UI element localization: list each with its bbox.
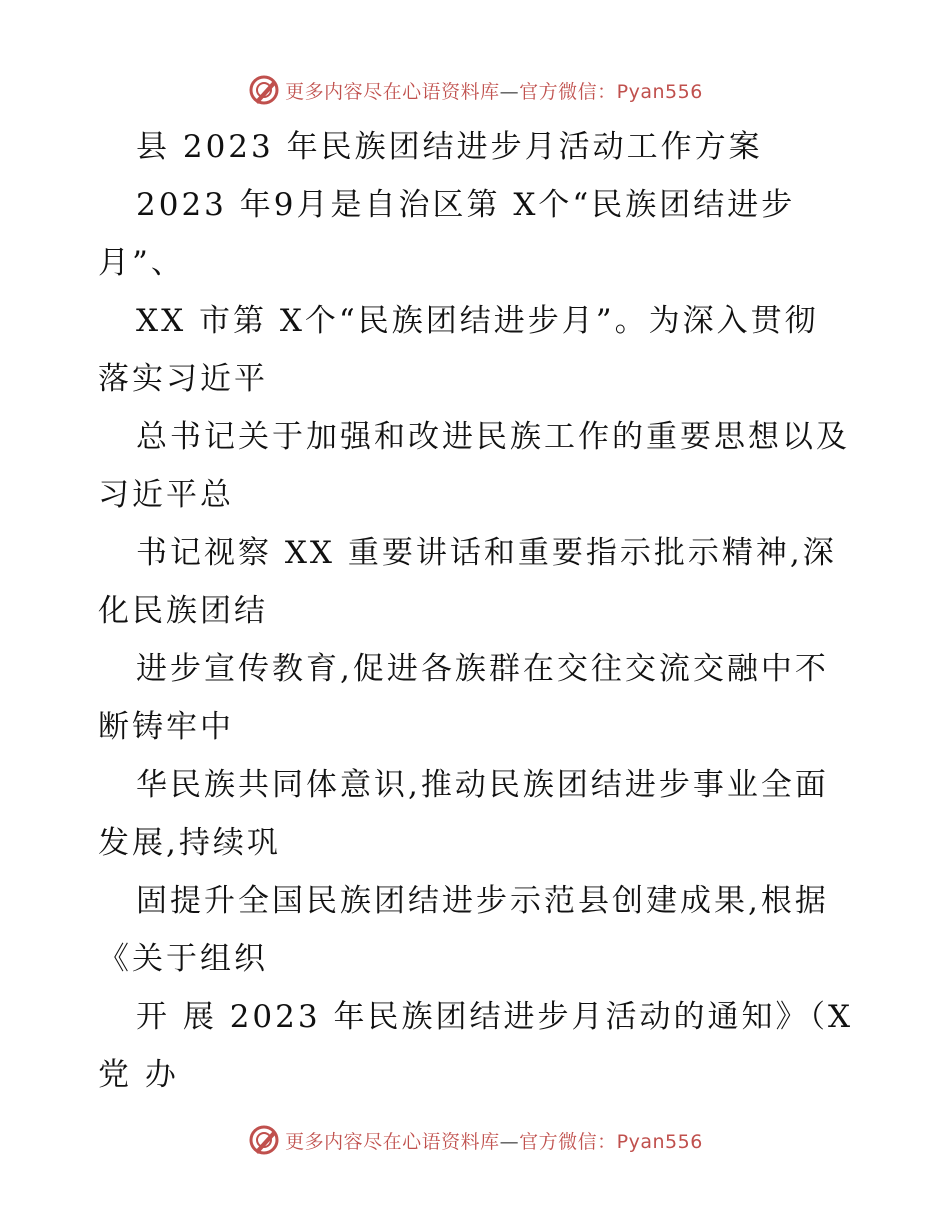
pen-logo-icon xyxy=(247,1123,281,1157)
text-line: 固提升全国民族团结进步示范县创建成果,根据 xyxy=(136,883,829,919)
text-line: 党 办 xyxy=(98,1057,179,1093)
text-line: 发展,持续巩 xyxy=(98,825,281,861)
text-line: 开 展 2023 年民族团结进步月活动的通知》（X xyxy=(136,999,854,1035)
text-line: 2023 年9月是自治区第 X个“民族团结进步 xyxy=(136,187,796,223)
text-line: 《关于组织 xyxy=(98,941,268,977)
text-line: 县 2023 年民族团结进步月活动工作方案 xyxy=(136,129,763,165)
pen-logo-icon xyxy=(247,73,281,107)
text-line: 落实习近平 xyxy=(98,361,268,397)
text-line: 总书记关于加强和改进民族工作的重要思想以及 xyxy=(136,419,850,455)
text-line: 进步宣传教育,促进各族群在交往交流交融中不 xyxy=(136,651,829,687)
text-line: XX 市第 X个“民族团结进步月”。为深入贯彻 xyxy=(136,303,819,339)
watermark-text: 更多内容尽在心语资料库—官方微信：Pyan556 xyxy=(285,1130,703,1153)
text-line: 断铸牢中 xyxy=(98,709,234,745)
text-line: 书记视察 XX 重要讲话和重要指示批示精神,深 xyxy=(136,535,837,571)
document-body xyxy=(98,118,858,1104)
text-line: 习近平总 xyxy=(98,477,234,513)
watermark-text: 更多内容尽在心语资料库—官方微信：Pyan556 xyxy=(285,80,703,103)
text-line: 华民族共同体意识,推动民族团结进步事业全面 xyxy=(136,767,829,803)
text-line: 化民族团结 xyxy=(98,593,268,629)
text-line: 月”、 xyxy=(98,245,185,281)
watermark-banner-bottom xyxy=(0,1120,950,1160)
watermark-banner-top xyxy=(0,70,950,110)
